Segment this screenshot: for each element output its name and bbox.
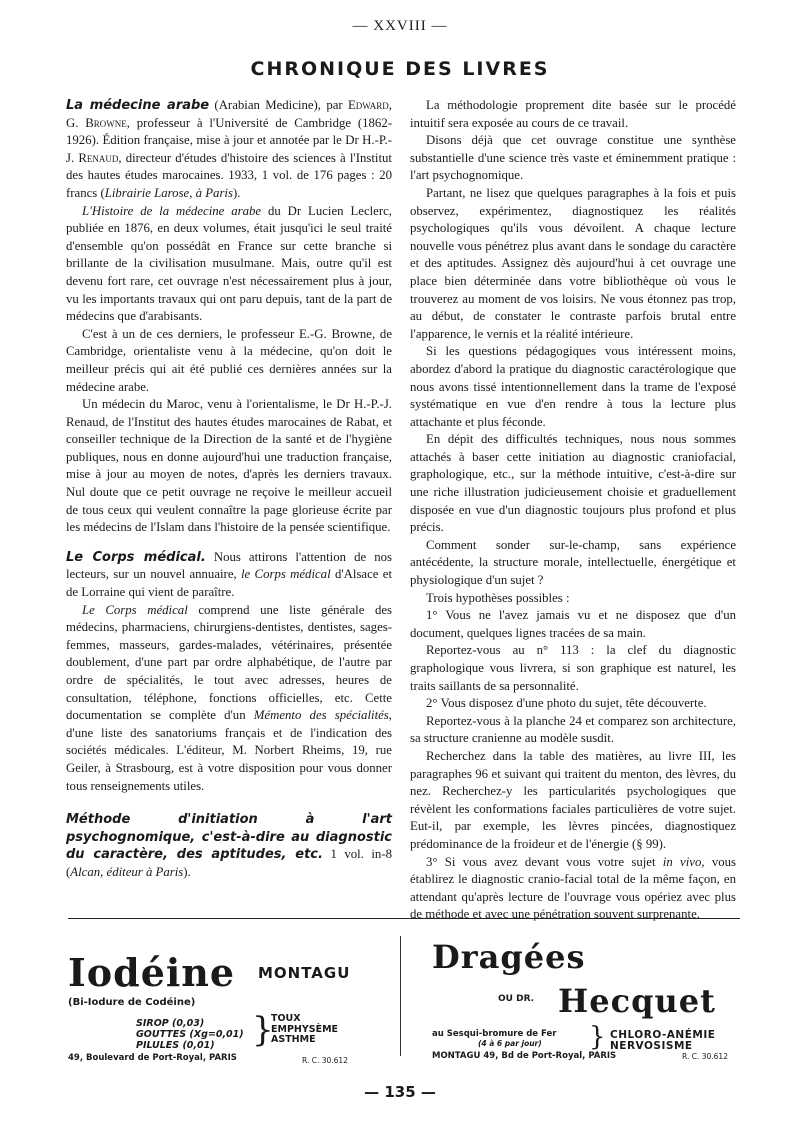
ad-code: R. C. 30.612 bbox=[302, 1056, 348, 1065]
paragraph: 1° Vous ne l'avez jamais vu et ne disposez que d'un document, quelques lignes tracées de sa main. bbox=[410, 608, 736, 640]
page-number: — 135 — bbox=[364, 1083, 436, 1101]
ad-address: 49, Boulevard de Port-Royal, PARIS bbox=[68, 1053, 237, 1063]
left-column bbox=[66, 97, 392, 882]
paragraph: 3° Si vous avez devant vous votre sujet in vivo, vous établirez le diagnostic cranio-facial total de la même façon, en attendant qu'après lecture de l'ouvrage vous opériez avec plus de méthode et avec une pénétration souvent surprenante. bbox=[410, 854, 736, 922]
ad-subtitle: (Bi-Iodure de Codéine) bbox=[68, 997, 196, 1008]
ad-subtitle: au Sesqui-bromure de Fer (4 à 6 par jour) bbox=[432, 1029, 557, 1048]
paragraph: Un médecin du Maroc, venu à l'orientalisme, le Dr H.-P.-J. Renaud, de l'Institut des hautes études marocaines de Rabat, et conseiller technique de la Direction de la santé et de l'hygiène publiques, nous en donne aujourd'hui une traduction française, mise à jour au moyen de notes, d'après les derniers travaux. Nul doute que ce petit ouvrage ne reçoive le meilleur accueil de tous ceux qui veulent connaître la page glorieuse écrite par les médecins de l'Islam dans l'histoire de la pensée scientifique. bbox=[66, 397, 392, 535]
paragraph: Reportez-vous à la planche 24 et comparez son architecture, sa structure cranienne au modèle susdit. bbox=[410, 713, 736, 746]
ad-indications: TOUX EMPHYSÈME ASTHME bbox=[271, 1013, 339, 1045]
brace: } bbox=[252, 1010, 274, 1050]
paragraph: Reportez-vous au n° 113 : la clef du diagnostic graphologique vous livrera, si son graphique est naturel, les traits saillants de sa personnalité. bbox=[410, 643, 736, 693]
paragraph: Si les questions pédagogiques vous intéressent moins, abordez d'abord la pratique du diagnostic caractérologique que nous avons tissé intentionnellement dans la trame de l'exposé systématique en vue d'en rendre à tous la lecture plus attachante et plus féconde. bbox=[410, 344, 736, 429]
ad-address: MONTAGU 49, Bd de Port-Royal, PARIS bbox=[432, 1051, 617, 1061]
brace: } bbox=[589, 1022, 606, 1052]
advertisement-iodeine bbox=[68, 950, 351, 1065]
paragraph: C'est à un de ces derniers, le professeur E.-G. Browne, de Cambridge, orientaliste venu à la médecine, qu'on doit le meilleur précis qui ait été publié ces dernières années sur la médecine arabe. bbox=[66, 326, 392, 394]
page-title: CHRONIQUE DES LIVRES bbox=[250, 58, 550, 80]
advertisement-dragees bbox=[432, 938, 732, 1061]
ad-brand-name: Iodéine bbox=[68, 950, 236, 995]
ad-divider bbox=[400, 936, 401, 1056]
ad-brand-name-2: Hecquet bbox=[558, 982, 716, 1020]
paragraph: Disons déjà que cet ouvrage constitue une synthèse substantielle d'une science très vaste et éminemment pratique : l'art psychognomique. bbox=[410, 133, 736, 183]
book-title: Le Corps médical. bbox=[66, 549, 206, 565]
ad-code: R. C. 30.612 bbox=[682, 1052, 728, 1061]
review-methode-citation: Méthode d'initiation à l'art psychognomique, c'est-à-dire au diagnostic du caractère, des aptitudes, etc. 1 vol. in-8 (Alcan, éditeur à Paris). bbox=[66, 812, 392, 879]
review-corps-medical: Le Corps médical. Nous attirons l'attention de nos lecteurs, sur un nouvel annuaire, le Corps médical d'Alsace et de Lorraine qui vient de paraître. bbox=[66, 549, 392, 600]
paragraph: Trois hypothèses possibles : bbox=[426, 590, 570, 605]
ad-brand-name: Dragées bbox=[432, 938, 586, 976]
paragraph: Partant, ne lisez que quelques paragraphes à la fois et puis observez, expérimentez, diagnostiquez les réalités psychologiques qu'ils vous dévoilent. A chaque lecture nouvelle vous pénétrez plus avant dans le sondage du caractère et des aptitudes. Assignez dès aujourd'hui à cet ouvrage une place bien déterminée dans votre bibliothèque où vous le trouverez au moment de vos loisirs. Ne vous étonnez pas trop, au début, de constater le contraste parfois brutal entre l'apparence, le vernis et la réalité intérieure. bbox=[410, 185, 736, 341]
paragraph: 2° Vous disposez d'une photo du sujet, tête découverte. bbox=[426, 696, 707, 711]
paragraph: Le Corps médical comprend une liste générale des médecins, pharmaciens, chirurgiens-dentistes, dentistes, sages-femmes, masseurs, gardes-malades, vétérinaires, présentée doublement, d'une part par ordre alphabétique, de l'autre par ordre de spécialités, le tout avec adresses, heures de consultation, téléphone, fonctions officielles, etc. Cette documentation se complète d'un Mémento des spécialités, d'une liste des sanatoriums français et de l'indication des sociétés médicales. L'éditeur, M. Norbert Rheims, 19, rue Geiler, à Strasbourg, est à votre disposition pour vous donner tous renseignements utiles. bbox=[66, 602, 393, 793]
paragraph: Comment sonder sur-le-champ, sans expérience antécédente, la structure morale, intellectuelle, énergétique et physiologique d'un sujet ? bbox=[410, 537, 736, 588]
review-medecine-arabe-citation: La médecine arabe (Arabian Medicine), par Edward, G. Browne, professeur à l'Université de Cambridge (1862-1926). Édition française, mise à jour et annotée par le Dr H.-P.-J. Renaud, directeur d'études d'histoire des sciences à l'Institut des hautes études marocaines. 1933, 1 vol. de 176 pages : 20 francs (Librairie Larose, à Paris). bbox=[66, 98, 392, 200]
paragraph: La méthodologie proprement dite basée sur le procédé intuitif sera exposée au cours de ce travail. bbox=[410, 98, 736, 130]
right-column bbox=[410, 97, 736, 924]
folio: — XXVIII — bbox=[352, 18, 448, 34]
ad-indications: CHLORO-ANÉMIE NERVOSISME bbox=[610, 1029, 716, 1052]
divider-rule bbox=[68, 918, 740, 919]
paragraph: Recherchez dans la table des matières, au livre III, les paragraphes 96 et suivant qui traitent du menton, des lèvres, du nez. Recherchez-y les particularités psychologiques que révèlent les conformations faciales particulières de votre sujet. Eut-il, par exemple, les lèvres pincées, diagnostiquez prédominance de la froideur et de l'énergie (§ 99). bbox=[410, 748, 736, 851]
paragraph: En dépit des difficultés techniques, nous nous sommes attachés à baser cette initiation au diagnostic craniofacial, graphologique, etc., sur la méthode intuitive, c'est-à-dire sur une riche illustration judicieusement choisie et graduellement disposée en vue d'un diagnostic toujours plus profond et plus précis. bbox=[410, 432, 736, 535]
paragraph: L'Histoire de la médecine arabe du Dr Lucien Leclerc, publiée en 1876, en deux volumes, était jusqu'ici le seul traité d'ensemble qu'on possédât en France sur cette branche si brillante de la civilisation musulmane. Mais, outre qu'il est devenu fort rare, cet ouvrage n'est nécessairement plus à jour, vu les importants travaux qui ont paru depuis, tant de la part de médecins que d'arabisants. bbox=[66, 203, 392, 324]
book-title: Méthode d'initiation à l'art psychognomique, c'est-à-dire au diagnostic du caractère, des aptitudes, etc. bbox=[66, 812, 392, 863]
ad-connector: OU DR. bbox=[498, 994, 535, 1004]
ad-forms: SIROP (0,03) GOUTTES (Xg=0,01) PILULES (0,01) bbox=[136, 1018, 244, 1051]
ad-maker: MONTAGU bbox=[258, 964, 351, 982]
book-title: La médecine arabe bbox=[66, 98, 210, 113]
